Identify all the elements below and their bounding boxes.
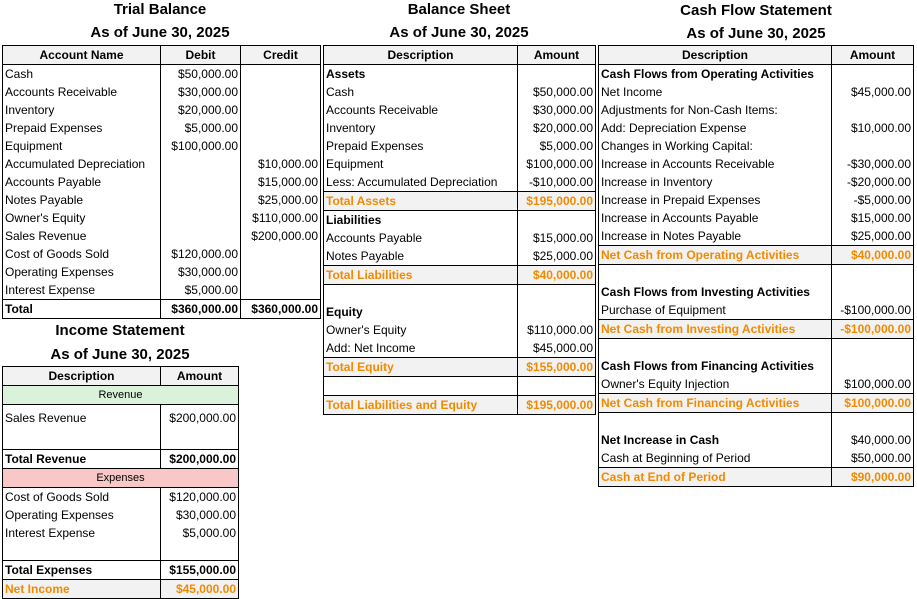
is-total-revenue-row bbox=[3, 450, 239, 469]
is-total-expenses-row bbox=[3, 561, 239, 580]
label-cell bbox=[518, 211, 596, 230]
is-revenue-section bbox=[3, 386, 239, 405]
bs-total-liab-equity-row bbox=[324, 396, 596, 415]
label-cell: Liabilities bbox=[324, 211, 518, 230]
bs-equity-heading bbox=[324, 303, 596, 321]
amount-cell bbox=[161, 227, 241, 245]
balance-sheet-table bbox=[323, 45, 596, 415]
amount-cell: $25,000.00 bbox=[241, 191, 321, 209]
label-cell: Operating Expenses bbox=[3, 506, 161, 524]
label-cell: Net Cash from Investing Activities bbox=[599, 320, 832, 339]
tb-total-row bbox=[3, 300, 321, 319]
amount-cell: $5,000.00 bbox=[161, 281, 241, 300]
label-cell: Net Income bbox=[599, 83, 832, 101]
label-cell bbox=[599, 413, 832, 432]
is-net-income-row bbox=[3, 580, 239, 599]
label-cell: Revenue bbox=[3, 386, 239, 405]
trial-balance-date: As of June 30, 2025 bbox=[90, 24, 230, 41]
label-cell bbox=[161, 431, 239, 450]
label-cell: Purchase of Equipment bbox=[599, 301, 832, 320]
table-row bbox=[599, 191, 914, 209]
label-cell: Accounts Payable bbox=[324, 229, 518, 247]
cf-header-amount: Amount bbox=[832, 46, 914, 65]
label-cell: Operating Expenses bbox=[3, 263, 161, 281]
amount-cell: $40,000.00 bbox=[518, 266, 596, 285]
amount-cell: $5,000.00 bbox=[161, 524, 239, 542]
amount-cell bbox=[161, 173, 241, 191]
table-row bbox=[599, 209, 914, 227]
label-cell bbox=[832, 265, 914, 284]
label-cell: Owner's Equity Injection bbox=[599, 375, 832, 394]
table-row bbox=[3, 137, 321, 155]
label-cell: Cash at End of Period bbox=[599, 468, 832, 487]
label-cell: Increase in Accounts Receivable bbox=[599, 155, 832, 173]
amount-cell: $45,000.00 bbox=[161, 580, 239, 599]
amount-cell: $30,000.00 bbox=[518, 101, 596, 119]
label-cell: Equipment bbox=[324, 155, 518, 173]
amount-cell bbox=[161, 191, 241, 209]
label-cell bbox=[324, 377, 518, 396]
amount-cell bbox=[241, 101, 321, 119]
amount-cell: $50,000.00 bbox=[161, 65, 241, 84]
amount-cell: $120,000.00 bbox=[161, 488, 239, 507]
label-cell: Cost of Goods Sold bbox=[3, 245, 161, 263]
label-cell: Owner's Equity bbox=[3, 209, 161, 227]
label-cell: Net Cash from Operating Activities bbox=[599, 246, 832, 265]
label-cell: Prepaid Expenses bbox=[3, 119, 161, 137]
table-row bbox=[3, 405, 239, 432]
table-row bbox=[3, 281, 321, 300]
table-row bbox=[3, 101, 321, 119]
label-cell bbox=[518, 377, 596, 396]
label-cell: Net Increase in Cash bbox=[599, 431, 832, 449]
label-cell bbox=[832, 339, 914, 358]
cash-flow-title: Cash Flow Statement bbox=[680, 2, 832, 19]
label-cell: Total Assets bbox=[324, 192, 518, 211]
label-cell: Increase in Prepaid Expenses bbox=[599, 191, 832, 209]
cf-investing-heading bbox=[599, 283, 914, 301]
label-cell: Accounts Payable bbox=[3, 173, 161, 191]
label-cell bbox=[599, 265, 832, 284]
is-expenses-section bbox=[3, 469, 239, 488]
income-statement-title: Income Statement bbox=[55, 322, 185, 339]
label-cell: Equipment bbox=[3, 137, 161, 155]
label-cell: Add: Depreciation Expense bbox=[599, 119, 832, 137]
table-row bbox=[3, 245, 321, 263]
label-cell: Notes Payable bbox=[3, 191, 161, 209]
amount-cell bbox=[161, 155, 241, 173]
bs-total-assets-row bbox=[324, 192, 596, 211]
label-cell: Expenses bbox=[3, 469, 239, 488]
label-cell: Prepaid Expenses bbox=[324, 137, 518, 155]
label-cell: Cash Flows from Investing Activities bbox=[599, 283, 832, 301]
table-row bbox=[599, 101, 914, 119]
label-cell bbox=[161, 542, 239, 561]
bs-liabilities-heading bbox=[324, 211, 596, 230]
amount-cell: -$20,000.00 bbox=[832, 173, 914, 191]
label-cell: Cash bbox=[3, 65, 161, 84]
tb-header-account: Account Name bbox=[3, 46, 161, 65]
cf-net-operating-row bbox=[599, 246, 914, 265]
amount-cell: -$100,000.00 bbox=[832, 301, 914, 320]
label-cell bbox=[324, 285, 518, 304]
label-cell: Accounts Receivable bbox=[324, 101, 518, 119]
amount-cell: $50,000.00 bbox=[518, 83, 596, 101]
cash-flow-date: As of June 30, 2025 bbox=[686, 25, 826, 42]
amount-cell: $5,000.00 bbox=[518, 137, 596, 155]
amount-cell: $195,000.00 bbox=[518, 396, 596, 415]
amount-cell: -$10,000.00 bbox=[518, 173, 596, 192]
table-row bbox=[324, 137, 596, 155]
amount-cell: $200,000.00 bbox=[161, 405, 239, 432]
bs-header-amount: Amount bbox=[518, 46, 596, 65]
table-row bbox=[324, 173, 596, 192]
table-row bbox=[3, 263, 321, 281]
table-row bbox=[324, 339, 596, 358]
amount-cell bbox=[241, 65, 321, 84]
label-cell: Total Equity bbox=[324, 358, 518, 377]
label-cell: Cash Flows from Financing Activities bbox=[599, 357, 832, 375]
amount-cell bbox=[241, 263, 321, 281]
amount-cell: $15,000.00 bbox=[832, 209, 914, 227]
label-cell: Equity bbox=[324, 303, 518, 321]
amount-cell: $15,000.00 bbox=[241, 173, 321, 191]
label-cell: Add: Net Income bbox=[324, 339, 518, 358]
amount-cell: $30,000.00 bbox=[161, 263, 241, 281]
amount-cell: $40,000.00 bbox=[832, 246, 914, 265]
bs-total-liabilities-row bbox=[324, 266, 596, 285]
label-cell bbox=[3, 542, 161, 561]
amount-cell: $200,000.00 bbox=[241, 227, 321, 245]
table-row bbox=[324, 247, 596, 266]
amount-cell: $5,000.00 bbox=[161, 119, 241, 137]
label-cell: Cash bbox=[324, 83, 518, 101]
bs-total-equity-row bbox=[324, 358, 596, 377]
amount-cell: $20,000.00 bbox=[161, 101, 241, 119]
trial-balance-table bbox=[2, 45, 321, 319]
table-row bbox=[599, 119, 914, 137]
label-cell: Net Cash from Financing Activities bbox=[599, 394, 832, 413]
amount-cell: $100,000.00 bbox=[832, 394, 914, 413]
label-cell bbox=[518, 65, 596, 84]
table-row bbox=[599, 173, 914, 191]
label-cell: Accumulated Depreciation bbox=[3, 155, 161, 173]
tb-header-credit: Credit bbox=[241, 46, 321, 65]
table-row bbox=[599, 83, 914, 101]
table-row bbox=[3, 119, 321, 137]
label-cell: Total bbox=[3, 300, 161, 319]
label-cell: Increase in Notes Payable bbox=[599, 227, 832, 246]
cf-financing-heading bbox=[599, 357, 914, 375]
label-cell: Interest Expense bbox=[3, 524, 161, 542]
label-cell: Total Liabilities bbox=[324, 266, 518, 285]
table-row bbox=[3, 191, 321, 209]
table-row bbox=[324, 229, 596, 247]
amount-cell: $45,000.00 bbox=[518, 339, 596, 358]
amount-cell: $195,000.00 bbox=[518, 192, 596, 211]
amount-cell: -$5,000.00 bbox=[832, 191, 914, 209]
table-row bbox=[3, 506, 239, 524]
label-cell: Sales Revenue bbox=[3, 227, 161, 245]
amount-cell: $155,000.00 bbox=[161, 561, 239, 580]
amount-cell: $100,000.00 bbox=[161, 137, 241, 155]
amount-cell bbox=[241, 281, 321, 300]
label-cell: Cash Flows from Operating Activities bbox=[599, 65, 832, 84]
table-row bbox=[599, 375, 914, 394]
amount-cell: $200,000.00 bbox=[161, 450, 239, 469]
amount-cell bbox=[832, 101, 914, 119]
amount-cell bbox=[241, 245, 321, 263]
label-cell: Interest Expense bbox=[3, 281, 161, 300]
cf-header-description: Description bbox=[599, 46, 832, 65]
table-row bbox=[324, 321, 596, 339]
amount-cell: $100,000.00 bbox=[832, 375, 914, 394]
table-row bbox=[324, 155, 596, 173]
table-row bbox=[3, 209, 321, 227]
table-row bbox=[3, 227, 321, 245]
amount-cell: $360,000.00 bbox=[241, 300, 321, 319]
cash-flow-table bbox=[598, 45, 914, 487]
amount-cell: -$30,000.00 bbox=[832, 155, 914, 173]
label-cell bbox=[518, 303, 596, 321]
tb-header-debit: Debit bbox=[161, 46, 241, 65]
amount-cell bbox=[241, 137, 321, 155]
balance-sheet-title: Balance Sheet bbox=[407, 1, 511, 18]
table-row bbox=[3, 173, 321, 191]
label-cell: Adjustments for Non-Cash Items: bbox=[599, 101, 832, 119]
label-cell: Cash at Beginning of Period bbox=[599, 449, 832, 468]
amount-cell: $120,000.00 bbox=[161, 245, 241, 263]
table-row bbox=[324, 101, 596, 119]
label-cell bbox=[3, 431, 161, 450]
trial-balance-title: Trial Balance bbox=[113, 1, 207, 18]
amount-cell: $155,000.00 bbox=[518, 358, 596, 377]
label-cell bbox=[832, 413, 914, 432]
amount-cell: $110,000.00 bbox=[518, 321, 596, 339]
label-cell: Increase in Inventory bbox=[599, 173, 832, 191]
label-cell: Increase in Accounts Payable bbox=[599, 209, 832, 227]
label-cell: Cost of Goods Sold bbox=[3, 488, 161, 507]
label-cell bbox=[832, 65, 914, 84]
table-row bbox=[3, 155, 321, 173]
bs-assets-heading bbox=[324, 65, 596, 84]
table-row bbox=[3, 524, 239, 542]
label-cell bbox=[832, 283, 914, 301]
balance-sheet-date: As of June 30, 2025 bbox=[389, 24, 529, 41]
label-cell bbox=[599, 339, 832, 358]
amount-cell bbox=[241, 83, 321, 101]
amount-cell: $25,000.00 bbox=[518, 247, 596, 266]
amount-cell: $50,000.00 bbox=[832, 449, 914, 468]
amount-cell: $20,000.00 bbox=[518, 119, 596, 137]
table-row bbox=[599, 227, 914, 246]
label-cell bbox=[518, 285, 596, 304]
amount-cell: $360,000.00 bbox=[161, 300, 241, 319]
table-row bbox=[599, 301, 914, 320]
label-cell: Owner's Equity bbox=[324, 321, 518, 339]
cf-net-increase-row bbox=[599, 431, 914, 449]
label-cell: Total Revenue bbox=[3, 450, 161, 469]
income-statement-table bbox=[2, 366, 239, 599]
income-statement-date: As of June 30, 2025 bbox=[50, 346, 190, 363]
label-cell: Assets bbox=[324, 65, 518, 84]
label-cell: Total Liabilities and Equity bbox=[324, 396, 518, 415]
label-cell: Inventory bbox=[3, 101, 161, 119]
amount-cell: -$100,000.00 bbox=[832, 320, 914, 339]
is-header-amount: Amount bbox=[161, 367, 239, 386]
cf-ending-row bbox=[599, 468, 914, 487]
cf-operating-heading bbox=[599, 65, 914, 84]
amount-cell: $40,000.00 bbox=[832, 431, 914, 449]
cf-beginning-row bbox=[599, 449, 914, 468]
amount-cell: $30,000.00 bbox=[161, 506, 239, 524]
label-cell: Changes in Working Capital: bbox=[599, 137, 832, 155]
label-cell: Notes Payable bbox=[324, 247, 518, 266]
table-row bbox=[599, 137, 914, 155]
table-row bbox=[599, 155, 914, 173]
table-row bbox=[324, 119, 596, 137]
label-cell: Total Expenses bbox=[3, 561, 161, 580]
amount-cell: $30,000.00 bbox=[161, 83, 241, 101]
amount-cell: $10,000.00 bbox=[241, 155, 321, 173]
amount-cell bbox=[161, 209, 241, 227]
amount-cell: $25,000.00 bbox=[832, 227, 914, 246]
label-cell: Sales Revenue bbox=[3, 405, 161, 432]
label-cell: Accounts Receivable bbox=[3, 83, 161, 101]
table-row bbox=[3, 488, 239, 507]
label-cell bbox=[832, 357, 914, 375]
label-cell: Net Income bbox=[3, 580, 161, 599]
table-row bbox=[324, 83, 596, 101]
cf-net-financing-row bbox=[599, 394, 914, 413]
table-row bbox=[3, 83, 321, 101]
label-cell: Less: Accumulated Depreciation bbox=[324, 173, 518, 192]
label-cell: Inventory bbox=[324, 119, 518, 137]
cf-net-investing-row bbox=[599, 320, 914, 339]
amount-cell: $100,000.00 bbox=[518, 155, 596, 173]
is-header-description: Description bbox=[3, 367, 161, 386]
bs-header-description: Description bbox=[324, 46, 518, 65]
table-row bbox=[3, 65, 321, 84]
amount-cell: $15,000.00 bbox=[518, 229, 596, 247]
amount-cell bbox=[241, 119, 321, 137]
amount-cell: $45,000.00 bbox=[832, 83, 914, 101]
amount-cell bbox=[832, 137, 914, 155]
amount-cell: $10,000.00 bbox=[832, 119, 914, 137]
amount-cell: $110,000.00 bbox=[241, 209, 321, 227]
amount-cell: $90,000.00 bbox=[832, 468, 914, 487]
